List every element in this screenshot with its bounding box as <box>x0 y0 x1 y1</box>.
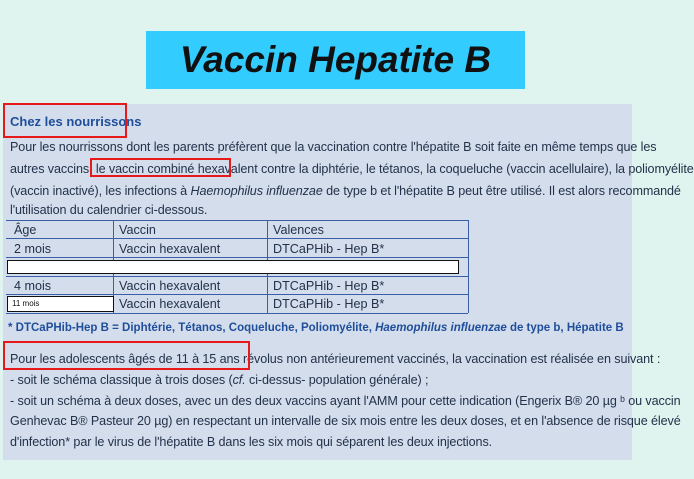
table-cell: Vaccin hexavalent <box>119 279 221 293</box>
table-cell: 4 mois <box>14 279 52 293</box>
blank-overlay-bar <box>7 260 459 274</box>
table-cell: DTCaPHib - Hep B* <box>273 297 385 311</box>
title-banner <box>146 31 525 89</box>
paragraph2-line3: - soit un schéma à deux doses, avec un des deux vaccins ayant l'AMM pour cette indication (Engerix B® 20 µg ᵇ ou vaccin <box>10 394 681 408</box>
table-footnote: * DTCaPHib-Hep B = Diphtérie, Tétanos, Coqueluche, Poliomyélite, Haemophilus influenzae de type b, Hépatite B <box>8 322 624 334</box>
highlight-box-heading <box>3 103 127 138</box>
table-header-valences: Valences <box>273 223 324 237</box>
paragraph1-line2: autres vaccins, le vaccin combiné hexavalent contre la diphtérie, le tétanos, la coqueluche (vaccin acellulaire), la poliomyélite <box>10 162 694 176</box>
table-cell: DTCaPHib - Hep B* <box>273 242 385 256</box>
highlight-box-vaccin-hexavalent <box>90 158 231 177</box>
overlay-age-label: 11 mois <box>7 296 114 312</box>
paragraph2-line5: d'infection* par le virus de l'hépatite B dans les six mois qui séparent les deux injections. <box>10 435 493 449</box>
paragraph1-line1: Pour les nourrissons dont les parents préfèrent que la vaccination contre l'hépatite B soit faite en même temps que les <box>10 140 657 154</box>
table-cell: Vaccin hexavalent <box>119 297 221 311</box>
table-cell: 2 mois <box>14 242 52 256</box>
section-heading: Chez les nourrissons <box>10 114 142 129</box>
slide-title: Vaccin Hepatite B <box>179 39 492 80</box>
paragraph2-line2: - soit le schéma classique à trois doses (cf. ci-dessus- population générale) ; <box>10 373 429 387</box>
table-cell: Vaccin hexavalent <box>119 242 221 256</box>
table-cell: DTCaPHib - Hep B* <box>273 279 385 293</box>
paragraph1-line3: (vaccin inactivé), les infections à Haemophilus influenzae de type b et l'hépatite B peut être utilisé. Il est alors recommandé <box>10 184 681 198</box>
paragraph2-line4: Genhevac B® Pasteur 20 µg) en respectant un intervalle de six mois entre les deux doses, et en l'absence de risque élevé <box>10 414 681 428</box>
paragraph1-line4: l'utilisation du calendrier ci-dessous. <box>10 203 208 217</box>
table-header-age: Âge <box>14 223 37 237</box>
paragraph2-line1: Pour les adolescents âgés de 11 à 15 ans révolus non antérieurement vaccinés, la vaccination est réalisée en suivant : <box>10 352 661 366</box>
highlight-box-adolescents <box>3 341 250 370</box>
table-header-vaccin: Vaccin <box>119 223 156 237</box>
